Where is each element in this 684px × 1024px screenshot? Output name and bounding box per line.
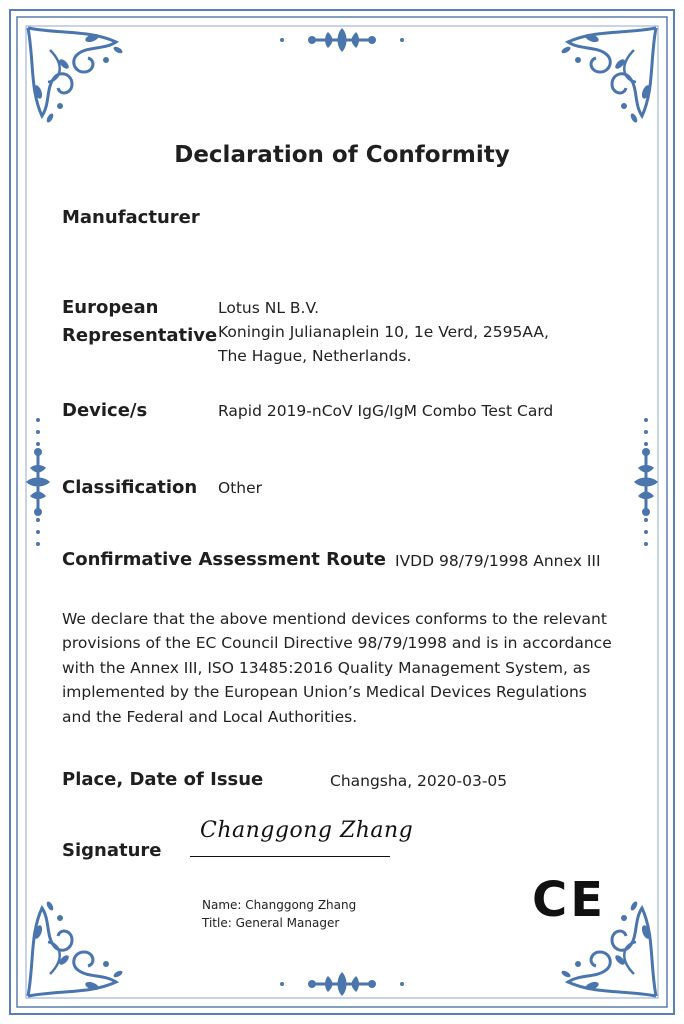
classification-value: Other xyxy=(218,479,263,497)
declaration-line: with the Annex III, ISO 13485:2016 Quality Management System, as xyxy=(62,658,591,677)
representative-label-line1: European xyxy=(62,297,159,318)
device-label: Device/s xyxy=(62,400,148,421)
assessment-route-label: Confirmative Assessment Route xyxy=(62,549,386,570)
declaration-line: We declare that the above mentiond devices conforms to the relevant xyxy=(62,610,607,628)
representative-address-line: The Hague, Netherlands. xyxy=(218,347,412,365)
classification-label: Classification xyxy=(62,477,198,498)
declaration-line: implemented by the European Union’s Medical Devices Regulations xyxy=(62,683,587,702)
declaration-line: provisions of the EC Council Directive 98/79/1998 and is in accordance xyxy=(62,634,612,653)
place-date-label: Place, Date of Issue xyxy=(62,769,264,790)
declaration-line: and the Federal and Local Authorities. xyxy=(62,707,358,726)
signature-line xyxy=(190,856,390,857)
place-date-value: Changsha, 2020-03-05 xyxy=(330,772,508,790)
device-value: Rapid 2019-nCoV IgG/IgM Combo Test Card xyxy=(218,402,554,420)
handwritten-signature: Changgong Zhang xyxy=(200,818,414,843)
document-title: Declaration of Conformity xyxy=(174,142,510,168)
signature-label: Signature xyxy=(62,840,162,861)
representative-address-line: Lotus NL B.V. xyxy=(218,299,319,317)
representative-label-line2: Representative xyxy=(62,325,218,346)
signer-name: Name: Changgong Zhang xyxy=(202,898,357,912)
signer-title: Title: General Manager xyxy=(202,916,340,930)
ce-mark-icon: CE xyxy=(532,872,607,928)
manufacturer-label: Manufacturer xyxy=(62,207,200,228)
assessment-route-value: IVDD 98/79/1998 Annex III xyxy=(395,552,601,570)
declaration-paragraph xyxy=(62,607,612,729)
representative-address-line: Koningin Julianaplein 10, 1e Verd, 2595AA, xyxy=(218,323,549,341)
